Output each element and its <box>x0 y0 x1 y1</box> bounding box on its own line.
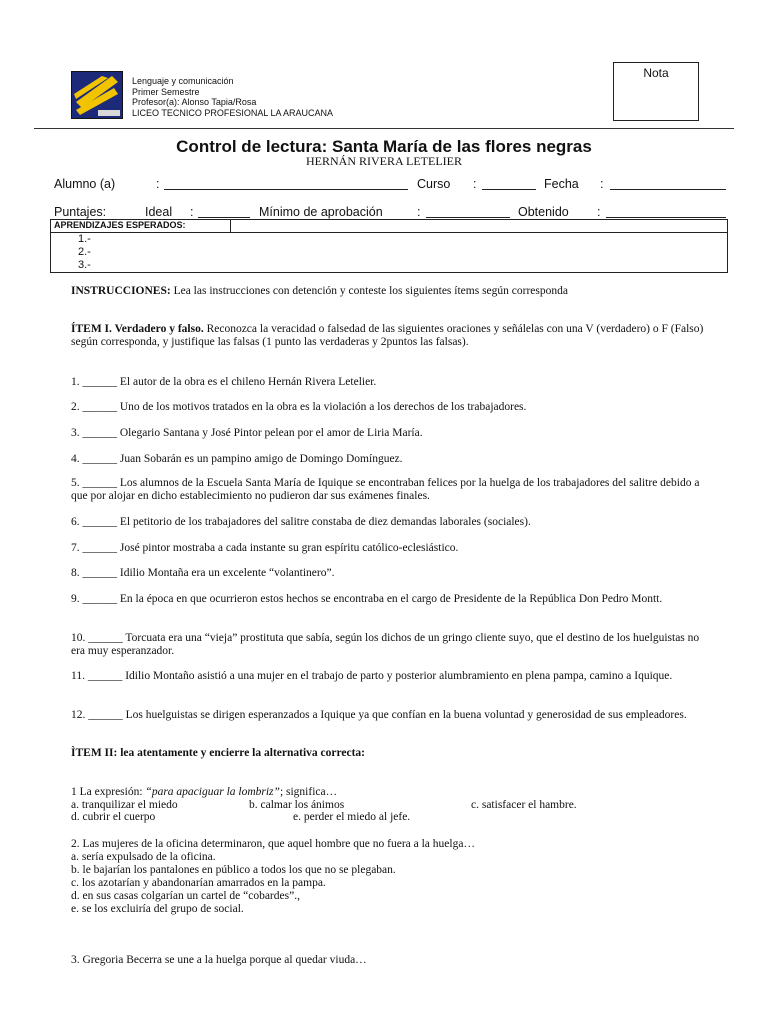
question: 2. ______ Uno de los motivos tratados en la obra es la violación a los derechos de los trabajadores. <box>71 401 527 413</box>
question: 5. ______ Los alumnos de la Escuela Santa María de Iquique se encontraban felices por la huelga de los trabajadores del salitre debido a que por alojar en dicho establecimiento no pudieron dar sus exámenes finales. <box>71 477 700 502</box>
learning-outcomes-table <box>50 219 728 273</box>
question: 4. ______ Juan Sobarán es un pampino amigo de Domingo Domínguez. <box>71 453 403 465</box>
student-name-field[interactable] <box>164 178 408 190</box>
option-e[interactable]: e. se los excluiría del grupo de social. <box>71 903 244 915</box>
header-line: LICEO TECNICO PROFESIONAL LA ARAUCANA <box>132 107 334 118</box>
item2-label: ÌTEM II: lea atentamente y encierre la alternativa correcta: <box>71 747 366 759</box>
learning-outcome-item: 3.- <box>78 259 91 271</box>
ideal-field[interactable] <box>198 206 250 218</box>
mc-question-2: 2. Las mujeres de la oficina determinaron, que aquel hombre que no fuera a la huelga… <box>71 838 475 850</box>
option-a[interactable]: a. sería expulsado de la oficina. <box>71 851 216 863</box>
question: 8. ______ Idilio Montaña era un excelente “volantinero”. <box>71 567 335 579</box>
q1-prefix: 1 La expresión: <box>71 786 146 798</box>
header-line: Lenguaje y comunicación <box>132 76 234 86</box>
learning-outcome-item: 1.- <box>78 233 91 245</box>
grade-label: Nota <box>643 66 669 80</box>
item1-label: ÍTEM I. Verdadero y falso. <box>71 323 204 335</box>
obtained-label: Obtenido <box>518 205 569 219</box>
colon: : <box>600 177 604 191</box>
colon: : <box>597 205 601 219</box>
question: 10. ______ Torcuata era una “vieja” prostituta que sabía, según los dichos de un gringo cliente suyo, que el destino de los huelguistas no era muy esperanzador. <box>71 632 700 657</box>
option-c[interactable]: c. satisfacer el hambre. <box>471 799 577 811</box>
option-b[interactable]: b. le bajarían los pantalones en público a todos los que no se plegaban. <box>71 864 396 876</box>
question: 7. ______ José pintor mostraba a cada instante su gran espíritu católico-eclesiástico. <box>71 542 459 554</box>
date-field[interactable] <box>610 178 726 190</box>
header-divider <box>34 128 734 129</box>
instructions <box>71 285 711 298</box>
header-line: Primer Semestre <box>132 86 200 97</box>
q1-suffix: ; significa… <box>279 786 338 798</box>
instructions-text: Lea las instrucciones con detención y conteste los siguientes ítems según corresponda <box>170 285 568 297</box>
min-approval-field[interactable] <box>426 206 510 218</box>
option-c[interactable]: c. los azotarían y abandonarían amarrados en la pampa. <box>71 877 326 889</box>
mc-question-3: 3. Gregoria Becerra se une a la huelga porque al quedar viuda… <box>71 954 367 966</box>
learning-outcome-item: 2.- <box>78 246 91 258</box>
colon: : <box>190 205 194 219</box>
school-logo <box>71 71 123 119</box>
min-approval-label: Mínimo de aprobación <box>259 205 383 219</box>
instructions-label: INSTRUCCIONES: <box>71 285 171 297</box>
header-info <box>132 76 333 118</box>
colon: : <box>156 177 160 191</box>
scores-label: Puntajes: <box>54 205 107 219</box>
page-title: Control de lectura: Santa María de las flores negras <box>176 137 592 156</box>
student-label: Alumno (a) <box>54 177 116 191</box>
question: 9. ______ En la época en que ocurrieron estos hechos se encontraba en el cargo de Presidente de la República Don Pedro Montt. <box>71 593 663 605</box>
course-field[interactable] <box>482 178 536 190</box>
date-label: Fecha <box>544 177 579 191</box>
q1-quote: “para apaciguar la lombriz” <box>145 786 280 798</box>
question: 3. ______ Olegario Santana y José Pintor pelean por el amor de Liria María. <box>71 427 423 439</box>
colon: : <box>473 177 477 191</box>
grade-box[interactable] <box>613 62 699 121</box>
question: 11. ______ Idilio Montaño asistió a una mujer en el trabajo de parto y posterior alumbramiento en plena pampa, camino a Iquique. <box>71 670 673 682</box>
question: 6. ______ El petitorio de los trabajadores del salitre constaba de diez demandas laborales (sociales). <box>71 516 531 528</box>
option-d[interactable]: d. cubrir el cuerpo <box>71 811 156 823</box>
mc-question-1 <box>71 786 711 799</box>
colon: : <box>417 205 421 219</box>
item1-text: Reconozca la veracidad o falsedad de las siguientes oraciones y señálelas con una V (verdadero) o F (Falso) según corresponda, y justifique las falsas (1 punto las verdaderas y 2puntos las falsas). <box>71 323 704 348</box>
option-e[interactable]: e. perder el miedo al jefe. <box>293 811 411 823</box>
option-b[interactable]: b. calmar los ánimos <box>249 799 345 811</box>
option-d[interactable]: d. en sus casas colgarían un cartel de “cobardes”., <box>71 890 300 902</box>
course-label: Curso <box>417 177 451 191</box>
header-line: Profesor(a): Alonso Tapia/Rosa <box>132 97 257 107</box>
obtained-field[interactable] <box>606 206 726 218</box>
option-a[interactable]: a. tranquilizar el miedo <box>71 799 178 811</box>
question: 1. ______ El autor de la obra es el chileno Hernán Rivera Letelier. <box>71 376 377 388</box>
ideal-label: Ideal <box>145 205 173 219</box>
learning-outcomes-header: APRENDIZAJES ESPERADOS: <box>54 220 186 230</box>
question: 12. ______ Los huelguistas se dirigen esperanzados a Iquique ya que confían en la buena voluntad y generosidad de sus empleadores. <box>71 709 687 721</box>
page-subtitle: HERNÁN RIVERA LETELIER <box>306 154 462 168</box>
item1-intro <box>71 323 711 349</box>
item2-title <box>71 747 711 760</box>
